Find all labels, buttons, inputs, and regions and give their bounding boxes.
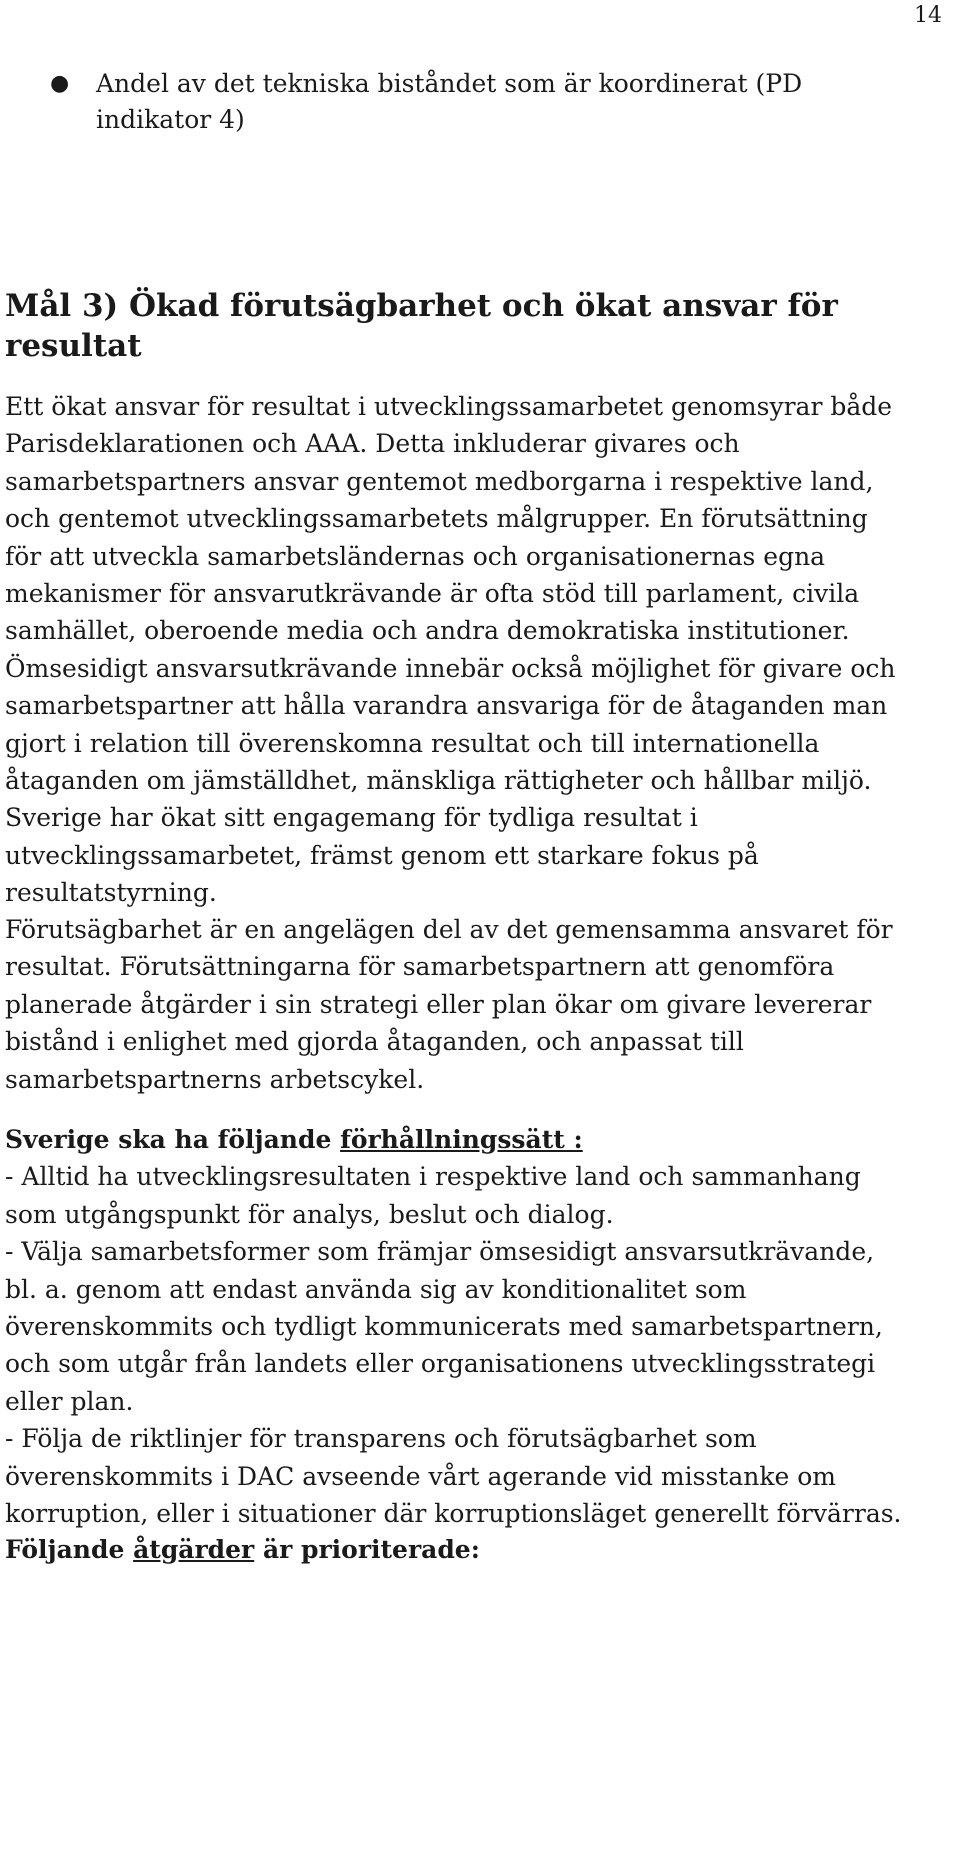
text-line: korruption, eller i situationer där korruptionsläget generellt förvärras. xyxy=(5,1499,902,1529)
bullet-text xyxy=(96,66,856,138)
text-line: överenskommits i DAC avseende vårt agerande vid misstanke om xyxy=(5,1461,836,1491)
text-line: eller plan. xyxy=(5,1386,134,1416)
text-line: samhället, oberoende media och andra demokratiska institutioner. xyxy=(5,616,850,646)
text-line: samarbetspartners ansvar gentemot medborgarna i respektive land, xyxy=(5,466,874,496)
text-line: resultatstyrning. xyxy=(5,878,217,908)
text-line: Förutsägbarhet är en angelägen del av det gemensamma ansvaret för xyxy=(5,915,893,944)
text-line: planerade åtgärder i sin strategi eller plan ökar om givare levererar xyxy=(5,989,872,1019)
bullet-line: Andel av det tekniska biståndet som är koordinerat (PD xyxy=(96,69,803,98)
text-line: för att utveckla samarbetsländernas och organisationernas egna xyxy=(5,541,826,571)
text-line: överenskommits och tydligt kommunicerats med samarbetspartnern, xyxy=(5,1312,883,1342)
bullet-icon: ● xyxy=(50,71,70,96)
text-line: samarbetspartnerns arbetscykel. xyxy=(5,1064,425,1094)
page-number: 14 xyxy=(914,3,942,28)
approach-heading-underlined: förhållningssätt : xyxy=(340,1125,583,1154)
heading-line: resultat xyxy=(5,328,142,364)
text-line: utvecklingssamarbetet, främst genom ett starkare fokus på xyxy=(5,840,759,870)
text-line: Sverige har ökat sitt engagemang för tydliga resultat i xyxy=(5,803,698,833)
text-line: - Följa de riktlinjer för transparens och förutsägbarhet som xyxy=(5,1424,757,1454)
text-line: mekanismer för ansvarutkrävande är ofta stöd till parlament, civila xyxy=(5,579,860,609)
text-line: Parisdeklarationen och AAA. Detta inkluderar givares och xyxy=(5,429,740,459)
text-line: - Välja samarbetsformer som främjar ömsesidigt ansvarsutkrävande, xyxy=(5,1237,875,1267)
section-heading xyxy=(5,286,905,366)
text-line: och som utgår från landets eller organisationens utvecklingsstrategi xyxy=(5,1349,876,1379)
priorities-heading xyxy=(5,1531,935,1568)
heading-line: Mål 3) Ökad förutsägbarhet och ökat ansvar för xyxy=(5,288,838,324)
text-line: samarbetspartner att hålla varandra ansvariga för de åtaganden man xyxy=(5,691,888,721)
text-line: - Alltid ha utvecklingsresultaten i respektive land och sammanhang xyxy=(5,1162,861,1192)
approach-heading xyxy=(5,1125,583,1154)
text-line: åtaganden om jämställdhet, mänskliga rättigheter och hållbar miljö. xyxy=(5,766,872,796)
paragraph-accountability xyxy=(5,388,935,912)
text-line: och gentemot utvecklingssamarbetets målgrupper. En förutsättning xyxy=(5,504,868,534)
text-line: som utgångspunkt för analys, beslut och dialog. xyxy=(5,1199,614,1229)
approach-heading-prefix: Sverige ska ha följande xyxy=(5,1125,341,1154)
bullet-item xyxy=(50,66,930,138)
text-line: bistånd i enlighet med gjorda åtaganden, och anpassat till xyxy=(5,1027,744,1057)
bullet-line: indikator 4) xyxy=(96,105,245,134)
text-line: Ett ökat ansvar för resultat i utvecklingssamarbetet genomsyrar både xyxy=(5,392,893,421)
paragraph-predictability xyxy=(5,911,935,1098)
text-line: bl. a. genom att endast använda sig av konditionalitet som xyxy=(5,1274,747,1304)
text-line: gjort i relation till överenskomna resultat och till internationella xyxy=(5,728,820,758)
priorities-underlined: åtgärder xyxy=(133,1535,255,1564)
priorities-prefix: Följande xyxy=(5,1535,134,1564)
priorities-suffix: är prioriterade: xyxy=(254,1535,480,1564)
text-line: Ömsesidigt ansvarsutkrävande innebär också möjlighet för givare och xyxy=(5,653,896,683)
paragraph-approach xyxy=(5,1121,935,1532)
text-line: resultat. Förutsättningarna för samarbetspartnern att genomföra xyxy=(5,952,835,982)
